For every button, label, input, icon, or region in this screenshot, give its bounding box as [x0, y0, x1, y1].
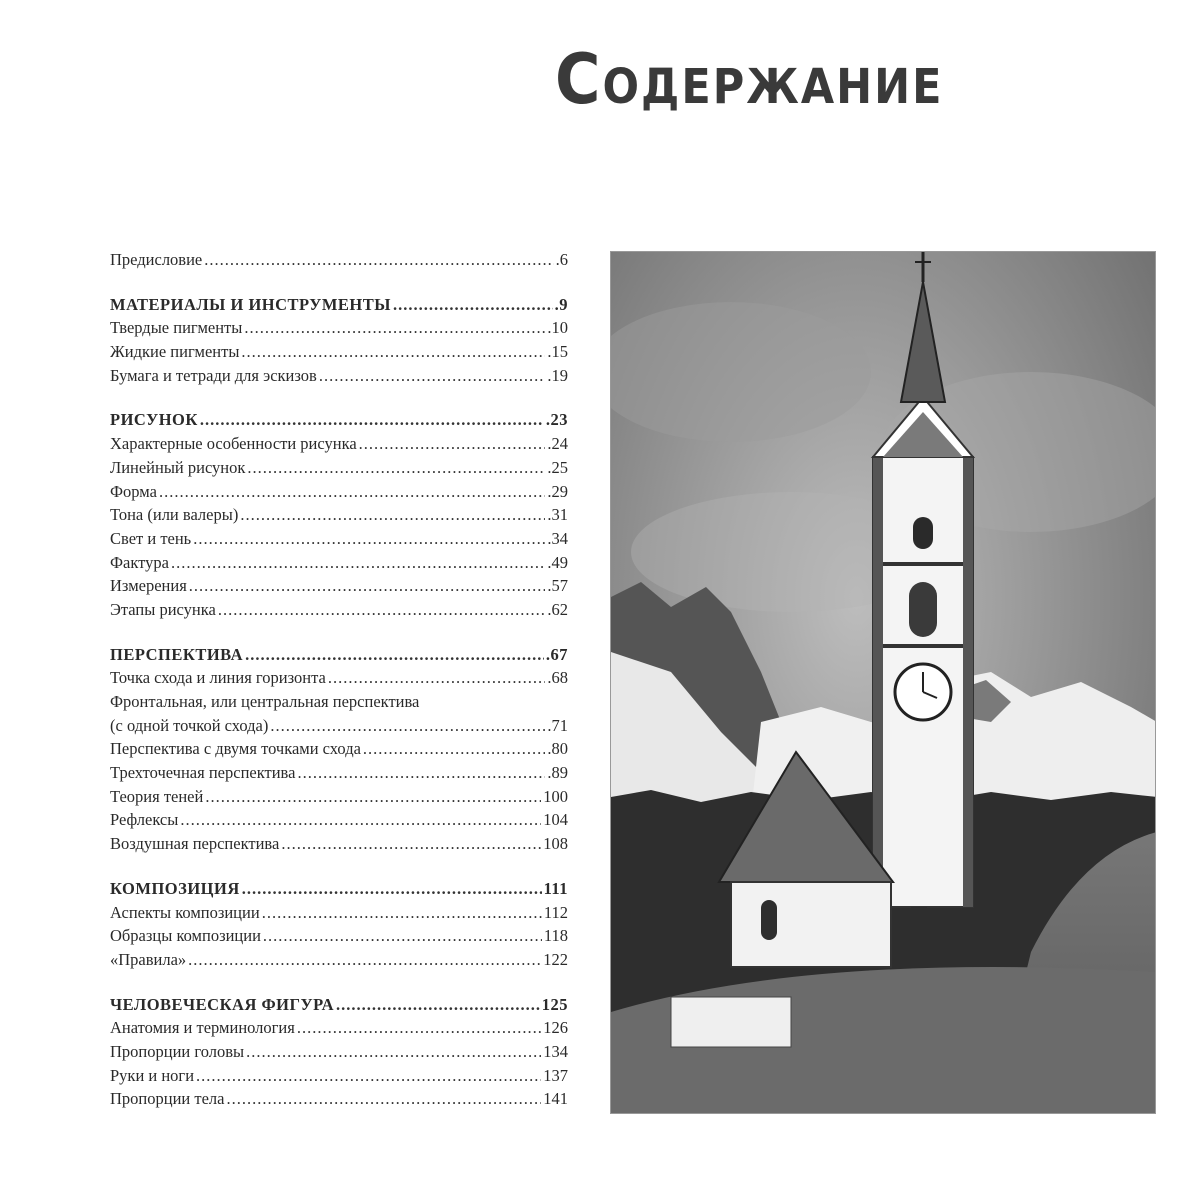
toc-heading-label: ПЕРСПЕКТИВА	[110, 644, 244, 664]
church-watercolor-illustration	[610, 251, 1156, 1114]
toc-entry-page: 141	[543, 1089, 568, 1109]
leader-dots	[336, 995, 540, 1015]
toc-entry-page: 112	[543, 902, 568, 922]
toc-entry-page: 108	[543, 834, 568, 854]
toc-entry-page: .10	[547, 318, 568, 338]
toc-heading-page: 111	[543, 878, 568, 898]
leader-dots	[196, 1066, 541, 1086]
leader-dots	[200, 410, 544, 430]
toc-entry-page: 118	[543, 926, 568, 946]
toc-entry[interactable]	[110, 926, 568, 950]
toc-entry-label: Образцы композиции	[110, 926, 261, 946]
toc-entry-page: .24	[547, 434, 568, 454]
toc-entry-page: 122	[543, 949, 568, 969]
toc-entry-label: (с одной точкой схода)	[110, 715, 269, 735]
toc-entry-label: Пропорции тела	[110, 1089, 225, 1109]
leader-dots	[205, 787, 541, 807]
toc-entry-page: 137	[543, 1065, 568, 1085]
toc-entry-label: Рефлексы	[110, 810, 179, 830]
leader-dots	[188, 950, 541, 970]
leader-dots	[171, 553, 545, 573]
toc-entry[interactable]	[110, 834, 568, 858]
toc-entry[interactable]	[110, 434, 568, 458]
leader-dots	[270, 716, 545, 736]
toc-entry[interactable]	[110, 1042, 568, 1066]
leader-dots	[245, 645, 544, 665]
leader-dots	[319, 366, 546, 386]
toc-section-heading[interactable]	[110, 295, 568, 319]
leader-dots	[226, 1089, 541, 1109]
toc-entry-label: Характерные особенности рисунка	[110, 434, 357, 454]
toc-entry-label: Точка схода и линия горизонта	[110, 668, 326, 688]
toc-entry-page: .49	[547, 552, 568, 572]
page-title: Содержание	[555, 38, 944, 120]
toc-entry-page: .68	[547, 668, 568, 688]
leader-dots	[262, 903, 542, 923]
leader-dots	[263, 926, 542, 946]
leader-dots	[244, 318, 545, 338]
toc-entry-page: .29	[547, 481, 568, 501]
toc-heading-label: РИСУНОК	[110, 410, 198, 430]
toc-entry-label: Фактура	[110, 552, 169, 572]
toc-entry[interactable]	[110, 366, 568, 390]
toc-heading-label: ЧЕЛОВЕЧЕСКАЯ ФИГУРА	[110, 994, 334, 1014]
leader-dots	[247, 458, 545, 478]
toc-entry[interactable]	[110, 482, 568, 506]
toc-entry-page: .71	[547, 715, 568, 735]
toc-entry[interactable]	[110, 553, 568, 577]
toc-entry[interactable]	[110, 318, 568, 342]
leader-dots	[204, 250, 553, 270]
leader-dots	[359, 434, 546, 454]
toc-entry-page: 134	[543, 1041, 568, 1061]
leader-dots	[218, 600, 546, 620]
toc-entry-label: Измерения	[110, 576, 187, 596]
table-of-contents	[110, 250, 568, 1113]
toc-entry-label: «Правила»	[110, 949, 187, 969]
toc-entry[interactable]	[110, 1066, 568, 1090]
toc-section-heading[interactable]	[110, 879, 568, 903]
toc-entry[interactable]	[110, 1018, 568, 1042]
toc-heading-page: .23	[545, 410, 568, 430]
toc-entry-page: .57	[547, 576, 568, 596]
toc-entry-label: Линейный рисунок	[110, 457, 246, 477]
toc-heading-label: МАТЕРИАЛЫ И ИНСТРУМЕНТЫ	[110, 294, 391, 314]
toc-entry-label: Этапы рисунка	[110, 599, 216, 619]
toc-entry-label: Пропорции головы	[110, 1041, 245, 1061]
toc-entry-label: Теория теней	[110, 786, 204, 806]
leader-dots	[393, 295, 553, 315]
toc-entry[interactable]	[110, 1089, 568, 1113]
leader-dots	[180, 810, 541, 830]
toc-entry-label: Предисловие	[110, 250, 203, 269]
toc-entry-page: .34	[547, 528, 568, 548]
toc-entry-page: 100	[543, 786, 568, 806]
toc-entry[interactable]	[110, 810, 568, 834]
toc-entry[interactable]	[110, 600, 568, 624]
toc-entry-page: .89	[547, 763, 568, 783]
toc-entry[interactable]	[110, 458, 568, 482]
toc-entry-label: Аспекты композиции	[110, 902, 260, 922]
toc-entry-label: Трехточечная перспектива	[110, 763, 296, 783]
toc-entry-page: 126	[543, 1018, 568, 1038]
leader-dots	[241, 342, 545, 362]
toc-entry-label: Фронтальная, или центральная перспектива	[110, 692, 420, 711]
toc-entry[interactable]	[110, 692, 568, 716]
toc-entry-label: Анатомия и терминология	[110, 1018, 295, 1038]
toc-entry[interactable]	[110, 505, 568, 529]
toc-entry[interactable]	[110, 739, 568, 763]
toc-entry-label: Жидкие пигменты	[110, 342, 240, 362]
toc-heading-label: КОМПОЗИЦИЯ	[110, 878, 240, 898]
toc-entry-label: Руки и ноги	[110, 1065, 195, 1085]
leader-dots	[246, 1042, 541, 1062]
toc-section-heading[interactable]	[110, 410, 568, 434]
leader-dots	[297, 763, 545, 783]
leader-dots	[189, 576, 546, 596]
toc-entry[interactable]	[110, 950, 568, 974]
toc-entry-page: .80	[547, 739, 568, 759]
toc-entry[interactable]	[110, 763, 568, 787]
leader-dots	[328, 668, 546, 688]
leader-dots	[297, 1018, 541, 1038]
leader-dots	[240, 505, 545, 525]
toc-entry-page: .25	[547, 457, 568, 477]
toc-entry-label: Форма	[110, 481, 157, 501]
toc-entry-label: Перспектива с двумя точками схода	[110, 739, 361, 759]
toc-entry-label: Воздушная перспектива	[110, 834, 280, 854]
toc-heading-page: 125	[541, 994, 568, 1014]
toc-entry-label: Свет и тень	[110, 528, 192, 548]
toc-entry[interactable]	[110, 576, 568, 600]
toc-entry[interactable]	[110, 903, 568, 927]
toc-heading-page: .9	[554, 294, 568, 314]
toc-entry-label: Твердые пигменты	[110, 318, 243, 338]
leader-dots	[193, 529, 545, 549]
leader-dots	[159, 482, 545, 502]
toc-entry-label: Бумага и тетради для эскизов	[110, 365, 317, 385]
toc-entry[interactable]	[110, 787, 568, 811]
toc-entry-page: .62	[547, 599, 568, 619]
toc-entry-label: Тона (или валеры)	[110, 505, 239, 525]
leader-dots	[363, 739, 545, 759]
toc-entry[interactable]	[110, 342, 568, 366]
toc-entry-page: .6	[555, 250, 568, 269]
toc-entry-page: .15	[547, 342, 568, 362]
leader-dots	[242, 879, 542, 899]
toc-entry[interactable]	[110, 250, 568, 274]
toc-entry-page: 104	[543, 810, 568, 830]
toc-entry[interactable]	[110, 668, 568, 692]
toc-entry-page: .31	[547, 505, 568, 525]
toc-entry-page: .19	[547, 365, 568, 385]
leader-dots	[281, 834, 541, 854]
toc-entry[interactable]	[110, 529, 568, 553]
toc-heading-page: .67	[545, 644, 568, 664]
toc-entry[interactable]	[110, 716, 568, 740]
toc-section-heading[interactable]	[110, 645, 568, 669]
toc-section-heading[interactable]	[110, 995, 568, 1019]
